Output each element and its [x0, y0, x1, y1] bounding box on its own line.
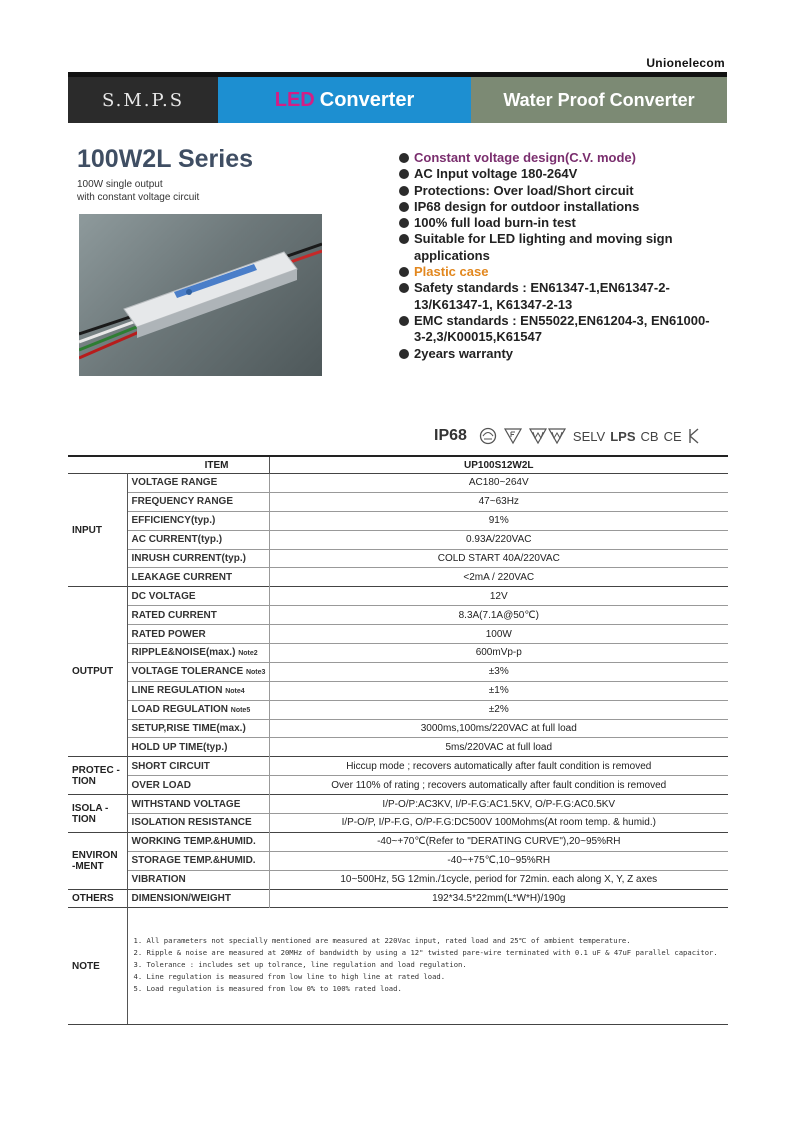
table-row [68, 832, 728, 851]
table-row [68, 719, 728, 738]
note-label: NOTE [68, 908, 127, 1025]
feature-item [399, 313, 719, 346]
param-name: VOLTAGE TOLERANCE [131, 666, 244, 678]
feature-text: 100% full load burn-in test [414, 215, 576, 231]
f-triangle-icon [503, 427, 523, 445]
item-header: ITEM [68, 456, 269, 474]
param-note-ref: Note2 [238, 650, 258, 658]
param-name-cell [127, 832, 269, 851]
banner-led-word: LED [274, 88, 315, 111]
feature-text: Protections: Over load/Short circuit [414, 182, 634, 198]
bullet-dot-icon [399, 186, 409, 196]
table-row [68, 625, 728, 644]
param-value: COLD START 40A/220VAC [269, 549, 728, 568]
param-note-ref: Note5 [230, 707, 251, 715]
param-value: I/P-O/P, I/P-F.G, O/P-F.G:DC500V 100Mohms(At room temp. & humid.) [269, 814, 728, 833]
feature-item [399, 280, 719, 313]
cb-mark: CB [640, 428, 659, 444]
param-value: Over 110% of rating ; recovers automatically after fault condition is removed [269, 776, 728, 795]
param-value: 91% [269, 511, 728, 530]
param-name-cell [127, 738, 269, 757]
param-value: 12V [269, 587, 728, 606]
param-name-cell [127, 492, 269, 511]
feature-text: Suitable for LED lighting and moving sign applications [414, 231, 673, 263]
param-name-cell [127, 700, 269, 719]
notes-cell [127, 908, 728, 1025]
param-value: <2mA / 220VAC [269, 568, 728, 587]
param-name-cell [127, 474, 269, 493]
param-name: ISOLATION RESISTANCE [131, 817, 252, 829]
group-label: INPUT [68, 474, 127, 587]
param-name-cell [127, 870, 269, 889]
param-name-cell [127, 757, 269, 776]
param-value: -40~+70℃(Refer to "DERATING CURVE"),20~95%RH [269, 832, 728, 851]
table-row [68, 530, 728, 549]
group-label: ISOLA -TION [68, 795, 127, 833]
param-name: DC VOLTAGE [131, 590, 196, 602]
param-value: ±1% [269, 681, 728, 700]
feature-item [399, 215, 719, 231]
param-name-cell [127, 814, 269, 833]
param-name-cell [127, 511, 269, 530]
table-row [68, 587, 728, 606]
param-name-cell [127, 851, 269, 870]
table-header-row [68, 456, 728, 474]
param-name-cell [127, 568, 269, 587]
table-row [68, 870, 728, 889]
banner-waterproof: Water Proof Converter [471, 77, 727, 123]
bullet-dot-icon [399, 234, 409, 244]
param-name-cell [127, 606, 269, 625]
param-name: WORKING TEMP.&HUMID. [131, 836, 256, 848]
param-value: 8.3A(7.1A@50℃) [269, 606, 728, 625]
feature-item [399, 150, 719, 166]
table-row [68, 568, 728, 587]
param-name-cell [127, 644, 269, 663]
param-value: -40~+75℃,10~95%RH [269, 851, 728, 870]
feature-item [399, 166, 719, 182]
feature-text: Plastic case [414, 264, 489, 280]
param-name: SETUP,RISE TIME(max.) [131, 723, 246, 735]
param-name-cell [127, 795, 269, 814]
group-label: OUTPUT [68, 587, 127, 757]
bullet-dot-icon [399, 153, 409, 163]
table-row [68, 662, 728, 681]
feature-item [399, 183, 719, 199]
subtitle-line-2: with constant voltage circuit [77, 192, 200, 203]
note-item: 3. Tolerance : includes set up tolrance, line regulation and load regulation. [133, 960, 467, 970]
product-subtitle [77, 178, 199, 204]
feature-text: IP68 design for outdoor installations [414, 198, 640, 214]
param-value: I/P-O/P:AC3KV, I/P-F.G:AC1.5KV, O/P-F.G:AC0.5KV [269, 795, 728, 814]
kc-mark-icon [687, 427, 701, 445]
param-name-cell [127, 549, 269, 568]
param-name: AC CURRENT(typ.) [131, 534, 223, 546]
feature-text: EMC standards : EN55022,EN61204-3, EN61000-3-2,3/K00015,K61547 [414, 312, 710, 345]
model-header: UP100S12W2L [269, 456, 728, 474]
param-name: DIMENSION/WEIGHT [131, 893, 231, 905]
bullet-dot-icon [399, 283, 409, 293]
param-value: AC180~264V [269, 474, 728, 493]
brand-name: Unionelecom [646, 56, 725, 70]
note-item: 5. Load regulation is measured from low 0% to 100% rated load. [133, 984, 402, 994]
param-name-cell [127, 587, 269, 606]
ip68-mark: IP68 [434, 427, 467, 444]
param-value: 600mVp-p [269, 644, 728, 663]
feature-item [399, 231, 719, 264]
param-name: RATED CURRENT [131, 609, 217, 621]
certification-marks [434, 425, 727, 447]
param-name-cell [127, 719, 269, 738]
product-photo [79, 214, 322, 376]
param-value: Hiccup mode ; recovers automatically after fault condition is removed [269, 757, 728, 776]
param-name: INRUSH CURRENT(typ.) [131, 553, 246, 564]
feature-text: 2years warranty [414, 345, 514, 361]
selv-mark: SELV [572, 428, 606, 444]
feature-item [399, 264, 719, 280]
note-item: 4. Line regulation is measured from low line to high line at rated load. [133, 972, 446, 982]
param-name-cell [127, 776, 269, 795]
lps-mark: LPS [610, 428, 636, 444]
mm-triangle-icon [528, 427, 568, 445]
param-value: 3000ms,100ms/220VAC at full load [269, 719, 728, 738]
category-banner [68, 77, 727, 123]
feature-list [399, 150, 719, 362]
param-name: FREQUENCY RANGE [131, 496, 233, 508]
table-row [68, 549, 728, 568]
feature-text: Safety standards : EN61347-1,EN61347-2-13/K61347-1, K61347-2-13 [414, 280, 670, 312]
param-name: VOLTAGE RANGE [131, 477, 218, 489]
param-name: LEAKAGE CURRENT [131, 571, 233, 583]
table-row [68, 681, 728, 700]
mark-circle-icon [478, 427, 498, 445]
param-name: HOLD UP TIME(typ.) [131, 741, 228, 753]
table-row [68, 492, 728, 511]
param-name-cell [127, 530, 269, 549]
param-name: RIPPLE&NOISE(max.) [131, 647, 236, 659]
banner-converter-word: Converter [319, 88, 415, 111]
param-value: 192*34.5*22mm(L*W*H)/190g [269, 889, 728, 908]
param-value: ±2% [269, 700, 728, 719]
bullet-dot-icon [399, 218, 409, 228]
param-name: WITHSTAND VOLTAGE [131, 798, 241, 810]
param-name: VIBRATION [131, 874, 186, 886]
param-value: 5ms/220VAC at full load [269, 738, 728, 757]
table-row [68, 606, 728, 625]
banner-smps: S.M.P.S [68, 77, 218, 123]
param-value: 0.93A/220VAC [269, 530, 728, 549]
group-label: OTHERS [68, 889, 127, 908]
param-name: EFFICIENCY(typ.) [131, 515, 216, 527]
banner-led-converter [218, 77, 471, 123]
bullet-dot-icon [399, 349, 409, 359]
bullet-dot-icon [399, 202, 409, 212]
product-title: 100W2L Series [77, 145, 254, 173]
param-name: STORAGE TEMP.&HUMID. [131, 855, 256, 867]
feature-item [399, 199, 719, 215]
table-row [68, 814, 728, 833]
param-value: ±3% [269, 662, 728, 681]
table-row [68, 889, 728, 908]
table-row [68, 511, 728, 530]
table-row [68, 700, 728, 719]
table-row [68, 776, 728, 795]
param-name: LINE REGULATION [131, 685, 223, 697]
note-item: 2. Ripple & noise are measured at 20MHz of bandwidth by using a 12" twisted pare-wire terminated with 0.1 uF & 47uF parallel capacitor. [133, 948, 718, 958]
param-name-cell [127, 662, 269, 681]
param-name: SHORT CIRCUIT [131, 760, 210, 772]
param-note-ref: Note4 [225, 688, 245, 696]
group-label: PROTEC -TION [68, 757, 127, 795]
subtitle-line-1: 100W single output [77, 179, 163, 190]
param-name: LOAD REGULATION [131, 704, 228, 716]
bullet-dot-icon [399, 267, 409, 277]
param-value: 100W [269, 625, 728, 644]
param-name-cell [127, 625, 269, 644]
led-driver-image [79, 214, 322, 376]
param-value: 47~63Hz [269, 492, 728, 511]
ce-mark: CE [663, 428, 682, 444]
param-name: RATED POWER [131, 628, 206, 640]
table-row [68, 474, 728, 493]
feature-text: Constant voltage design(C.V. mode) [414, 150, 636, 165]
param-value: 10~500Hz, 5G 12min./1cycle, period for 72min. each along X, Y, Z axes [269, 870, 728, 889]
notes-list [134, 936, 723, 993]
specification-table [68, 455, 728, 1025]
note-item: 1. All parameters not specially mentioned are measured at 220Vac input, rated load and 25℃ of ambient temperature. [133, 936, 631, 946]
table-row [68, 757, 728, 776]
notes-row [68, 908, 728, 1025]
table-row [68, 851, 728, 870]
group-label: ENVIRON -MENT [68, 832, 127, 889]
param-name-cell [127, 681, 269, 700]
table-row [68, 738, 728, 757]
param-note-ref: Note3 [245, 669, 266, 677]
table-row [68, 795, 728, 814]
feature-text: AC Input voltage 180-264V [414, 166, 578, 182]
feature-item [399, 346, 719, 362]
param-name-cell [127, 889, 269, 908]
param-name: OVER LOAD [131, 779, 191, 791]
table-row [68, 644, 728, 663]
bullet-dot-icon [399, 316, 409, 326]
bullet-dot-icon [399, 169, 409, 179]
